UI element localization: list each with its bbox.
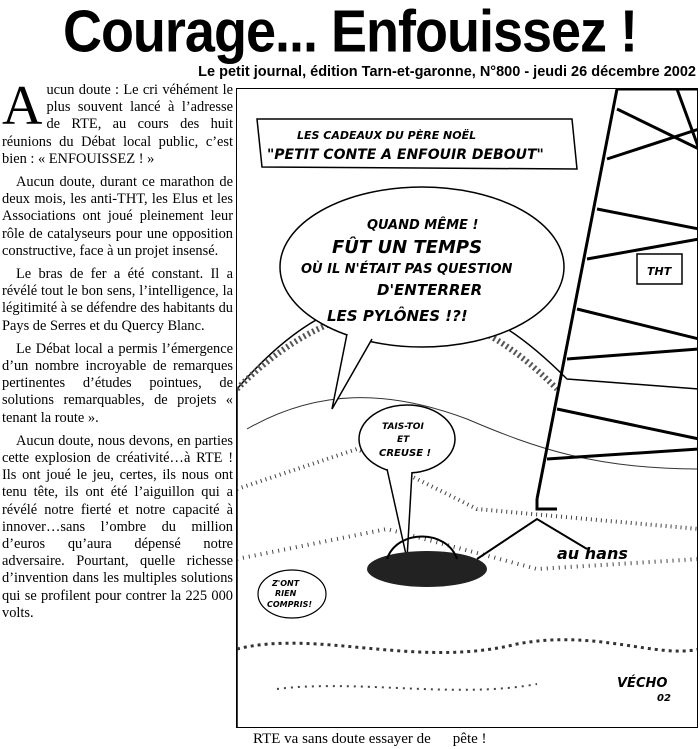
article-paragraph: Le bras de fer a été constant. Il a révélé tout le bon sens, l’intelligence, la légitimité à se défendre des habitants du Pays de Serres et du Quercy Blanc. [2,266,233,334]
banner-subtitle: "PETIT CONTE A ENFOUIR DEBOUT" [267,147,544,163]
bubble2-line: ET [397,435,410,445]
article-paragraph: Le Débat local a permis l’émergence d’un nombre incroyable de remarques pertinentes d’études pointues, de solutions remarquables, de projets « tenant la route ». [2,340,233,426]
shovel-scribble: au hans [557,544,628,563]
cartoon-illustration [236,88,698,728]
bubble-line: OÙ IL N'ÉTAIT PAS QUESTION [301,262,513,277]
drop-cap: A [2,75,43,137]
publication-line: Le petit journal, édition Tarn-et-garonne, N°800 - jeudi 26 décembre 2002 [198,64,696,80]
cartoon-caption [253,731,487,748]
cartoon-drawing [237,89,698,728]
banner-title: LES CADEAUX DU PÈRE NOËL [297,129,477,142]
headline: Courage... Enfouissez ! [62,0,638,65]
article-paragraph [2,75,233,168]
bubble2-line: CREUSE ! [379,448,432,459]
caption-part: RTE va sans doute essayer de [253,731,431,747]
bubble-line: QUAND MÊME ! [367,218,479,233]
bubble3-line: RIEN [275,589,297,598]
hole [367,551,487,587]
caption-part: pête ! [452,731,487,747]
paragraph-text: ucun doute : Le cri véhément le plus souvent lancé à l’adresse de RTE, au cours des huit réunions du Débat local public, c’est bien : « ENFOUISSEZ ! » [2,82,233,167]
bubble3-line: COMPRIS! [267,600,313,609]
article-body [2,75,233,628]
artist-signature: VÉCHO [617,676,668,691]
article-paragraph: Aucun doute, durant ce marathon de deux mois, les anti-THT, les Elus et les Associations ont joué pleinement leur rôle de catalyseurs pour une opposition constructive, face à un projet insensé. [2,174,233,259]
bubble-line: D'ENTERRER [377,281,483,299]
bubble-line: LES PYLÔNES !?! [327,307,468,325]
article-paragraph: Aucun doute, nous devons, en parties cette explosion de créativité…à RTE ! Ils ont joué le jeu, certes, ils nous ont tenu tête, ils ont été l’aiguillon qui a révélé notre fierté et notre capacité à innover…sans l’ombre du million d’euros qu’aura dépensé notre adversaire. Pourtant, quelle richesse d’invention dans les multiples solutions qui se profilent pour contrer la 225 000 volts. [2,432,233,621]
hill-shape [237,297,698,728]
bubble2-line: TAIS-TOI [382,422,424,432]
signature-year: 02 [657,693,671,704]
sign-text: THT [647,265,672,278]
bubble3-line: Z'ONT [272,579,300,588]
bubble-line: FÛT UN TEMPS [332,237,483,258]
